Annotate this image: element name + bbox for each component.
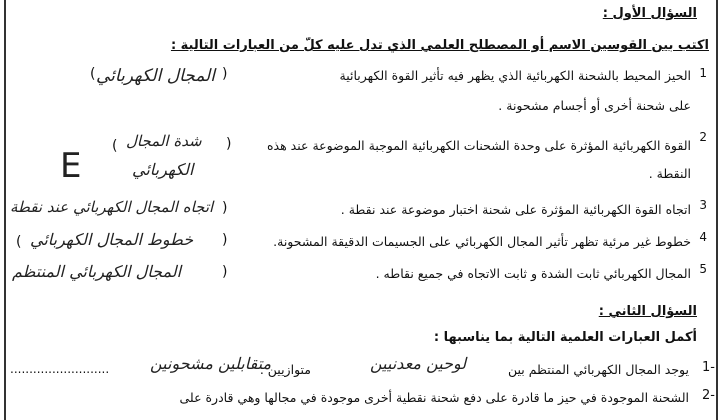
q2-item-1-prefix: يوجد المجال الكهربائي المنتظم بين [507,362,689,377]
q1-item-1-number: 1 [699,66,707,80]
q2-heading: السؤال الثاني : [598,304,697,319]
q1-item-1-handwritten-answer: المجال الكهربائي [96,66,215,86]
q1-item-5-paren-open: ) [222,264,228,280]
q2-item-1-handwritten-answer-a: لوحين معدنيين [370,354,467,373]
q1-item-3-paren-open: ) [222,200,228,216]
q1-item-4-paren-close: ( [16,234,22,250]
q1-item-2-line1: القوة الكهربائية المؤثرة على وحدة الشحنات الكهربائية الموجبة الموضوعة عند هذه [267,138,691,153]
q1-item-2-handwritten-answer-line1: شدة المجال [126,132,202,150]
q1-item-2-handwritten-answer-line2: الكهربائي [132,160,194,179]
q1-item-2-line2: النقطة . [648,166,691,181]
q2-item-1-handwritten-answer-b: متقابلين مشحونين [150,354,272,373]
q1-item-5-number: 5 [699,262,707,276]
q1-item-1-line2: على شحنة أخرى أو أجسام مشحونة . [498,98,691,113]
right-margin-line [716,0,718,420]
q2-instruction: أكمل العبارات العلمية التالية بما يناسبها : [433,330,697,345]
q1-item-2-paren-close: ( [112,138,118,154]
q1-item-4-handwritten-answer: خطوط المجال الكهربائي [30,230,194,249]
q2-item-2-line1: الشحنة الموجودة في حيز ما قادرة على دفع شحنة نقطية أخرى موجودة في مجالها وهي قادرة على [179,390,689,405]
q2-item-1-blank-dots: .......................... [10,362,110,376]
q2-item-2-number: 2- [702,388,715,403]
left-margin-line [4,0,6,420]
q1-item-1-paren-close: ( [90,66,96,82]
q2-item-1-mid: متوازيين . [259,362,311,377]
q1-item-2-paren-open: ) [226,136,232,152]
q1-item-1-paren-open: ) [222,66,228,82]
q1-item-3-line1: اتجاه القوة الكهربائية المؤثرة على شحنة اختبار موضوعة عند نقطة . [340,202,691,217]
q1-item-4-line1: خطوط غير مرئية تظهر تأثير المجال الكهربائي على الجسيمات الدقيقة المشحونة. [273,234,691,249]
q1-item-4-paren-open: ) [222,232,228,248]
q2-item-1-number: 1- [702,360,715,375]
q1-item-5-handwritten-answer: المجال الكهربائي المنتظم [12,262,182,281]
q1-item-3-handwritten-answer: اتجاه المجال الكهربائي عند نقطة [10,198,214,216]
q1-item-1-line1: الحيز المحيط بالشحنة الكهربائية الذي يظهر فيه تأثير القوة الكهربائية [339,68,691,83]
q1-item-2-handwritten-symbol: E [60,146,82,186]
q1-heading: السؤال الأول : [602,6,697,21]
q1-item-2-number: 2 [699,130,707,144]
q1-item-5-line1: المجال الكهربائي ثابت الشدة و ثابت الاتجاه في جميع نقاطه . [375,266,691,281]
q1-instruction: اكتب بين القوسين الاسم أو المصطلح العلمي الذي تدل عليه كلّ من العبارات التالية : [170,38,709,53]
q1-item-4-number: 4 [699,230,707,244]
q1-item-3-number: 3 [699,198,707,212]
